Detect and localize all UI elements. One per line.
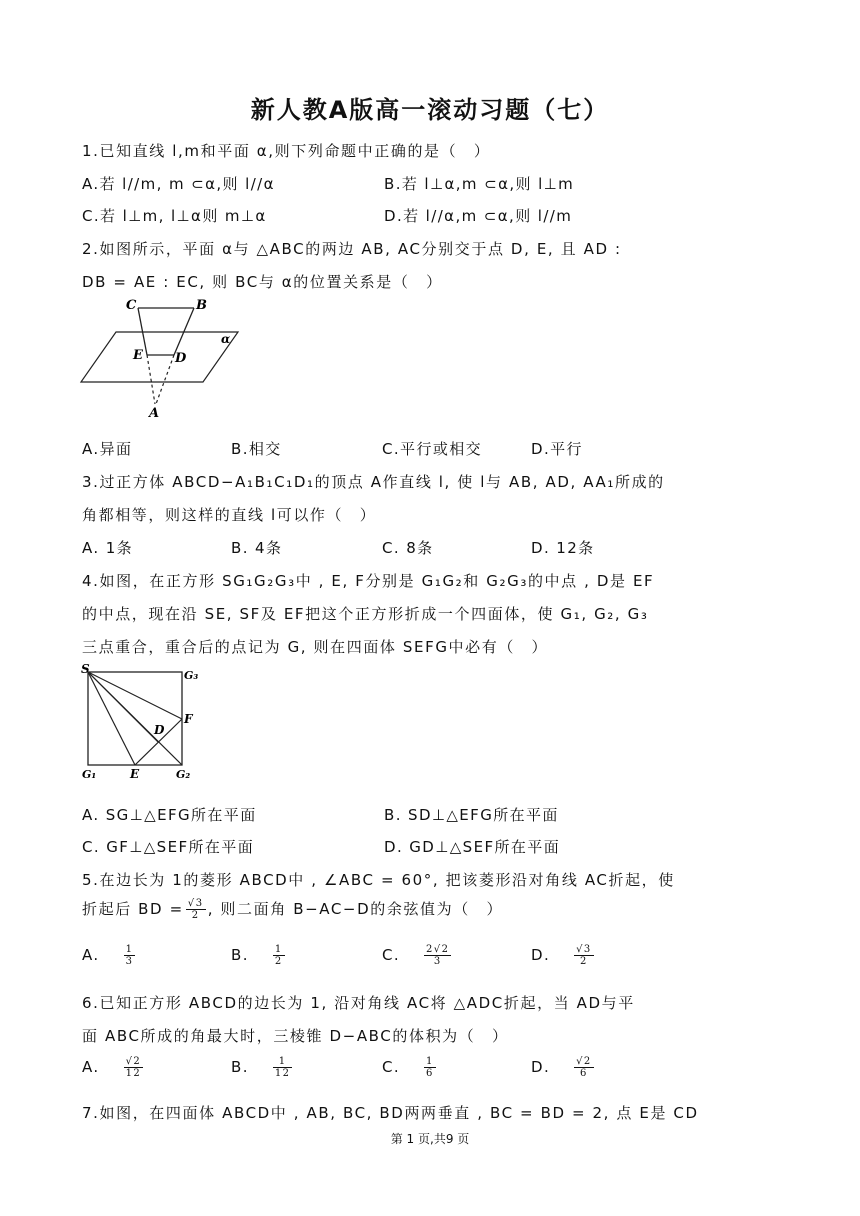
q2-option-d: D.平行 bbox=[531, 440, 583, 458]
page-title: 新人教A版高一滚动习题（七） bbox=[250, 96, 610, 124]
label-f: F bbox=[184, 712, 193, 726]
q3-stem-line2: 角都相等，则这样的直线 l可以作（ ） bbox=[82, 506, 377, 524]
q2-option-a: A.异面 bbox=[82, 440, 133, 458]
q1-option-a: A.若 l//m, m ⊂α,则 l//α bbox=[82, 175, 275, 193]
q6-option-a: A. $\frac{√2}{12}$ bbox=[82, 1056, 142, 1079]
q5-option-a: A. $\frac{1}{3}$ bbox=[82, 944, 134, 967]
label-a: A bbox=[149, 406, 160, 420]
q7-stem-line1: 7.如图，在四面体 ABCD中 , AB, BC, BD两两垂直 , BC = BD = 2, 点 E是 CD bbox=[82, 1104, 699, 1122]
q3-option-c: C. 8条 bbox=[382, 539, 434, 557]
q4-stem-line2: 的中点，现在沿 SE, SF及 EF把这个正方形折成一个四面体，使 G₁, G₂, G₃ bbox=[82, 605, 649, 623]
q2-option-c: C.平行或相交 bbox=[382, 440, 483, 458]
segment-se bbox=[88, 672, 135, 765]
label-c: C bbox=[126, 298, 137, 313]
q4-option-c: C. GF⊥△SEF所在平面 bbox=[82, 838, 255, 856]
label-d: D bbox=[154, 723, 165, 737]
fraction-denominator: 2 bbox=[191, 910, 200, 921]
segment-sf bbox=[88, 672, 182, 719]
q5-option-b: B. $\frac{1}{2}$ bbox=[231, 944, 283, 967]
q1-option-d: D.若 l//α,m ⊂α,则 l//m bbox=[384, 207, 573, 225]
q4-figure bbox=[78, 660, 208, 784]
q3-option-d: D. 12条 bbox=[531, 539, 595, 557]
q5-stem2-fraction bbox=[186, 898, 206, 921]
label-g3: G₃ bbox=[184, 669, 199, 682]
fraction-numerator: √3 bbox=[187, 898, 204, 909]
label-g1: G₁ bbox=[82, 768, 97, 781]
q6-stem-line1: 6.已知正方形 ABCD的边长为 1, 沿对角线 AC将 △ADC折起，当 AD与平 bbox=[82, 994, 635, 1012]
q4-option-b: B. SD⊥△EFG所在平面 bbox=[384, 806, 559, 824]
q3-option-b: B. 4条 bbox=[231, 539, 283, 557]
page-footer: 第 1 页,共9 页 bbox=[390, 1132, 470, 1146]
label-b: B bbox=[196, 298, 207, 313]
label-d: D bbox=[175, 351, 187, 366]
q2-stem-line1: 2.如图所示，平面 α与 △ABC的两边 AB, AC分别交于点 D, E, 且 AD : bbox=[82, 240, 622, 258]
q6-option-d: D. $\frac{√2}{6}$ bbox=[531, 1056, 592, 1079]
q5-stem-line1: 5.在边长为 1的菱形 ABCD中 , ∠ABC = 60°, 把该菱形沿对角线 AC折起，使 bbox=[82, 871, 675, 889]
label-e: E bbox=[130, 767, 140, 781]
q1-stem: 1.已知直线 l,m和平面 α,则下列命题中正确的是（ ） bbox=[82, 142, 491, 160]
q4-option-a: A. SG⊥△EFG所在平面 bbox=[82, 806, 257, 824]
segment-sg2 bbox=[88, 672, 182, 765]
q4-stem-line1: 4.如图，在正方形 SG₁G₂G₃中 , E, F分别是 G₁G₂和 G₂G₃的中点 , D是 EF bbox=[82, 572, 655, 590]
q4-stem-line3: 三点重合，重合后的点记为 G, 则在四面体 SEFG中必有（ ） bbox=[82, 638, 549, 656]
q6-option-c: C. $\frac{1}{6}$ bbox=[382, 1056, 434, 1079]
q2-stem-line2: DB = AE : EC, 则 BC与 α的位置关系是（ ） bbox=[82, 273, 443, 291]
q5-option-c: C. $\frac{2√2}{3}$ bbox=[382, 944, 450, 967]
label-g2: G₂ bbox=[176, 768, 191, 781]
segment-ea-dashed bbox=[147, 355, 155, 404]
label-alpha: α bbox=[221, 332, 231, 346]
q4-option-d: D. GD⊥△SEF所在平面 bbox=[384, 838, 561, 856]
q2-option-b: B.相交 bbox=[231, 440, 282, 458]
plane-alpha bbox=[81, 332, 238, 382]
q1-option-c: C.若 l⊥m, l⊥α则 m⊥α bbox=[82, 207, 267, 225]
q6-option-b: B. $\frac{1}{12}$ bbox=[231, 1056, 291, 1079]
q5-option-d: D. $\frac{√3}{2}$ bbox=[531, 944, 592, 967]
label-s: S bbox=[81, 662, 90, 676]
q6-stem-line2: 面 ABC所成的角最大时，三棱锥 D−ABC的体积为（ ） bbox=[82, 1027, 509, 1045]
q3-stem-line1: 3.过正方体 ABCD−A₁B₁C₁D₁的顶点 A作直线 l, 使 l与 AB, AD, AA₁所成的 bbox=[82, 473, 665, 491]
q3-option-a: A. 1条 bbox=[82, 539, 134, 557]
q2-figure bbox=[78, 296, 248, 420]
segment-da-dashed bbox=[156, 355, 174, 404]
q5-stem-line2 bbox=[82, 898, 503, 921]
q1-option-b: B.若 l⊥α,m ⊂α,则 l⊥m bbox=[384, 175, 575, 193]
q5-stem2-pre: 折起后 BD = bbox=[82, 900, 184, 918]
q5-stem2-post: , 则二面角 B−AC−D的余弦值为（ ） bbox=[207, 900, 504, 918]
label-e: E bbox=[133, 348, 143, 363]
